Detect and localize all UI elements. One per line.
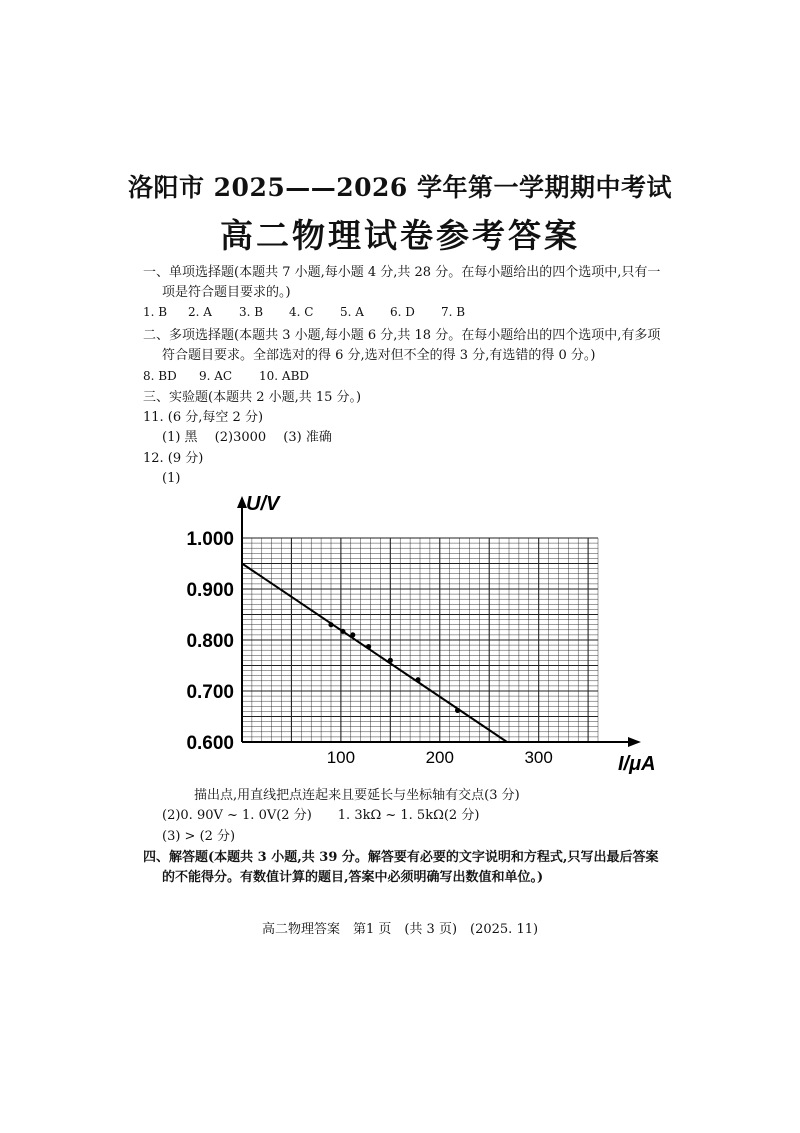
answer-10: 10. ABD [259, 369, 310, 383]
ui-graph-svg [150, 488, 670, 778]
answer-9: 9. AC [199, 369, 233, 383]
x-axis-arrow [628, 737, 641, 747]
q11-answers: (1) 黑 (2)3000 (3) 准确 [162, 430, 332, 445]
answer-3: 3. B [239, 305, 264, 319]
y-tick-label: 1.000 [186, 529, 234, 550]
data-point [350, 632, 355, 637]
q12-part1-label: (1) [162, 471, 181, 486]
answer-5: 5. A [340, 305, 364, 319]
y-axis-label: U/V [246, 493, 280, 515]
q12-part2: (2)0. 90V ~ 1. 0V(2 分) 1. 3kΩ ~ 1. 5kΩ(2 分) [162, 808, 480, 823]
ui-graph [150, 488, 670, 778]
exam-title: 洛阳市 2025——2026 学年第一学期期中考试 [127, 173, 673, 202]
section2-heading-line2: 符合题目要求。全部选对的得 6 分,选对但不全的得 3 分,有选错的得 0 分。) [162, 348, 596, 363]
y-tick-label: 0.800 [186, 631, 234, 652]
answer-2: 2. A [188, 305, 212, 319]
answer-4: 4. C [289, 305, 314, 319]
answer-8: 8. BD [143, 369, 177, 383]
section4-heading-line2: 的不能得分。有数值计算的题目,答案中必须明确写出数值和单位。) [162, 870, 544, 885]
axis-labels [246, 493, 656, 775]
x-tick-label: 100 [326, 748, 356, 767]
page-footer: 高二物理答案 第1 页 (共 3 页) (2025. 11) [261, 922, 539, 937]
section4-heading: 四、解答题(本题共 3 小题,共 39 分。解答要有必要的文字说明和方程式,只写出最后答案 [143, 850, 659, 865]
answer-key-title: 高二物理试卷参考答案 [220, 216, 580, 255]
section3-heading: 三、实验题(本题共 2 小题,共 15 分。) [143, 390, 362, 405]
data-point [340, 629, 345, 634]
q12-label: 12. (9 分) [143, 451, 204, 466]
data-point [328, 622, 333, 627]
x-tick-label: 300 [524, 748, 553, 767]
y-tick-label: 0.900 [186, 580, 234, 601]
x-axis-label: I/μA [618, 753, 656, 775]
data-point [366, 644, 371, 649]
y-tick-label: 0.600 [186, 733, 234, 754]
answer-6: 6. D [390, 305, 415, 319]
axes [237, 496, 641, 747]
answer-7: 7. B [441, 305, 466, 319]
data-point [455, 708, 460, 713]
section1-heading-line2: 项是符合题目要求的。) [162, 285, 291, 300]
answer-1: 1. B [143, 305, 168, 319]
q12-part3: (3) > (2 分) [162, 829, 236, 844]
y-tick-label: 0.700 [186, 682, 234, 703]
q11-label: 11. (6 分,每空 2 分) [143, 410, 264, 425]
q12-note: 描出点,用直线把点连起来且要延长与坐标轴有交点(3 分) [194, 788, 520, 803]
data-point [388, 658, 393, 663]
x-tick-label: 200 [425, 748, 454, 767]
section2-heading: 二、多项选择题(本题共 3 小题,每小题 6 分,共 18 分。在每小题给出的四个选项中,有多项 [143, 328, 661, 343]
data-point [415, 677, 420, 682]
section1-heading [143, 264, 660, 282]
section1-heading-line1: 一、单项选择题(本题共 7 小题,每小题 4 分,共 28 分。在每小题给出的四个选项中,只有一 [143, 265, 661, 280]
